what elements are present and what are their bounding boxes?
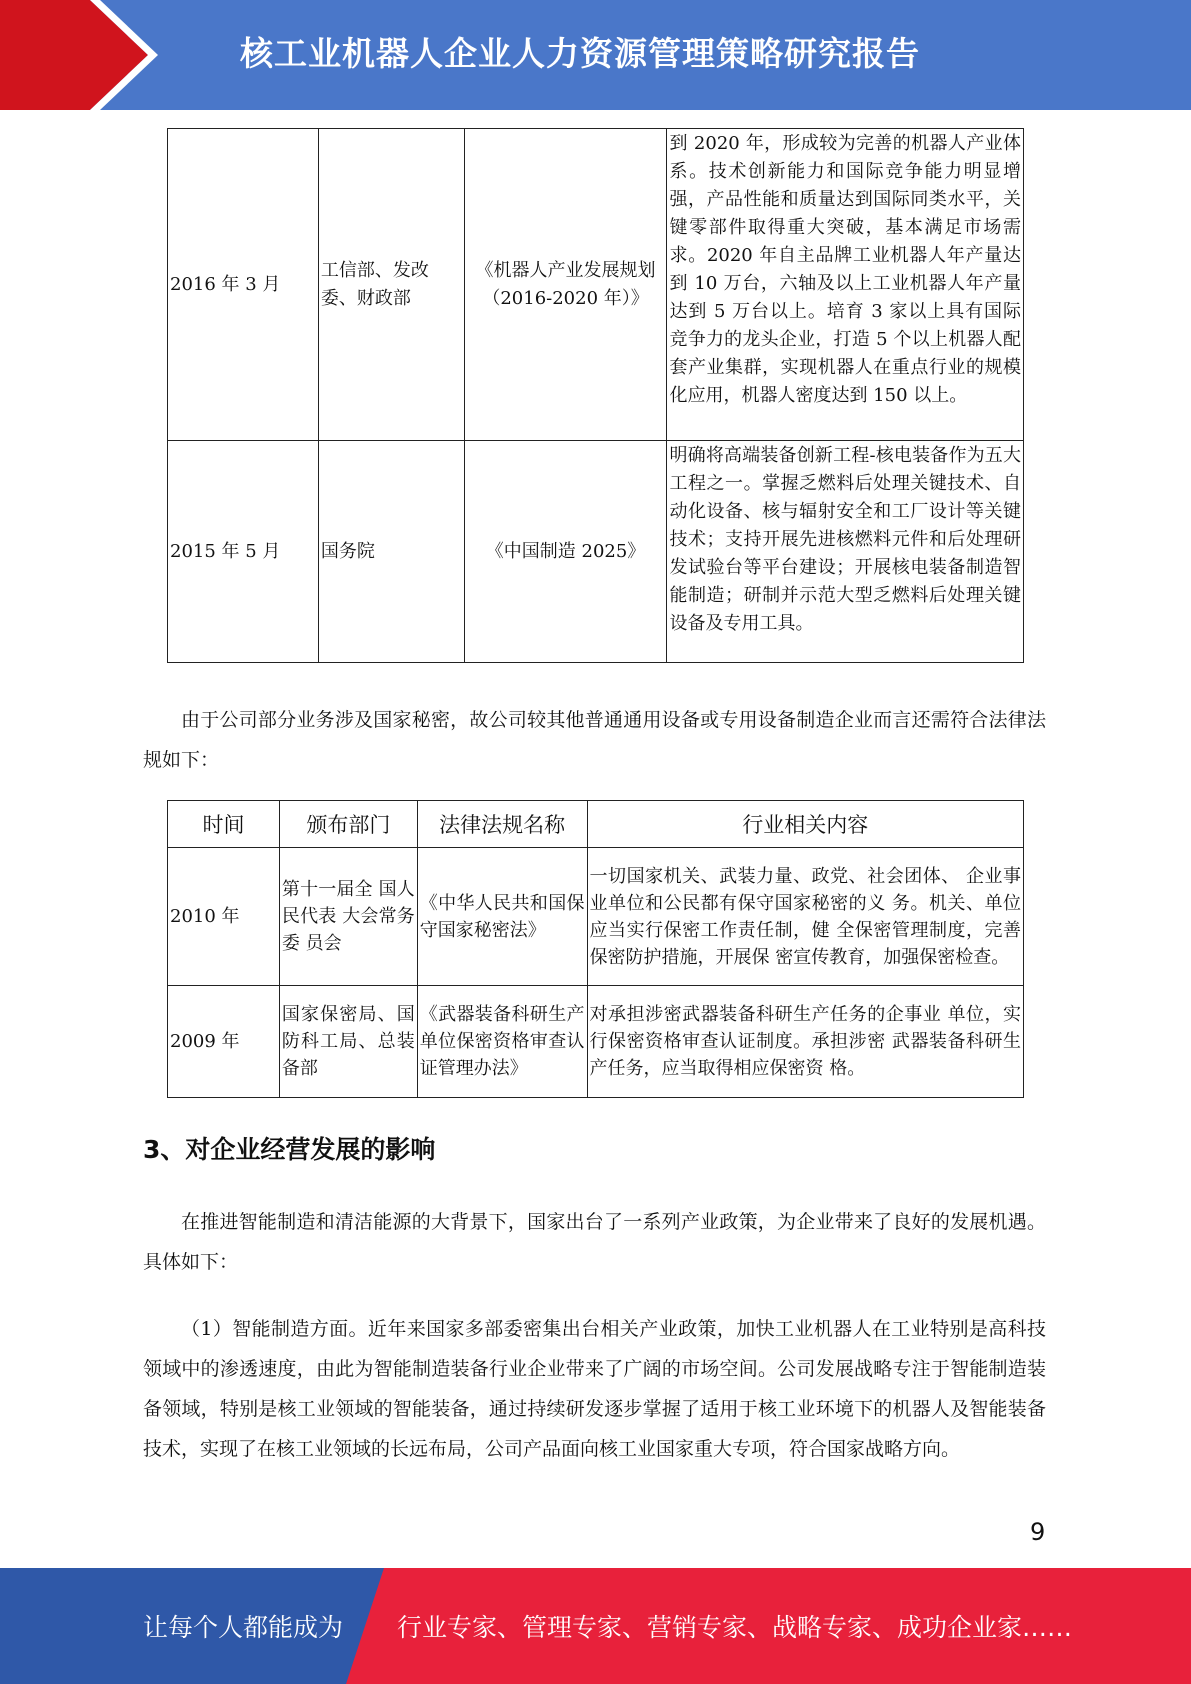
regulation-title: 《中华人民共和国保守国家秘密法》 (417, 848, 587, 986)
column-header-department: 颁布部门 (279, 801, 417, 848)
regulation-content: 对承担涉密武器装备科研生产任务的企事业 单位，实行保密资格审查认证制度。承担涉密 武器装备科研生产任务，应当取得相应保密资 格。 (587, 986, 1023, 1098)
column-header-law-name: 法律法规名称 (417, 801, 587, 848)
confidentiality-paragraph: 由于公司部分业务涉及国家秘密，故公司较其他普通通用设备或专用设备制造企业而言还需符合法律法规如下： (143, 709, 1046, 771)
body-paragraph: 在推进智能制造和清洁能源的大背景下，国家出台了一系列产业政策，为企业带来了良好的发展机遇。具体如下： (143, 1211, 1046, 1273)
policy-department: 国务院 (318, 441, 464, 663)
regulation-date: 2010 年 (168, 848, 280, 986)
table-row (168, 129, 1024, 441)
column-header-content: 行业相关内容 (587, 801, 1023, 848)
policy-content: 到 2020 年，形成较为完善的机器人产业体系。技术创新能力和国际竞争能力明显增强，产品性能和质量达到国际同类水平，关键零部件取得重大突破，基本满足市场需求。2020 年自主品牌工业机器人年产量达到 10 万台，六轴及以上工业机器人年产量达到 5 万台以上。培育 3 家以上具有国际竞争力的龙头企业，打造 5 个以上机器人配套产业集群，实现机器人在重点行业的规模化应用，机器人密度达到 150 以上。 (667, 129, 1024, 441)
section-heading: 3、对企业经营发展的影响 (143, 1135, 436, 1164)
page-footer (0, 1568, 1191, 1684)
policy-department: 工信部、发改委、财政部 (318, 129, 464, 441)
table-row (168, 986, 1024, 1098)
regulation-date: 2009 年 (168, 986, 280, 1098)
page-number: 9 (1030, 1518, 1046, 1546)
table-row (168, 848, 1024, 986)
policy-date: 2015 年 5 月 (168, 441, 319, 663)
regulation-content: 一切国家机关、武装力量、政党、社会团体、 企业事业单位和公民都有保守国家秘密的义 务。机关、单位应当实行保密工作责任制，健 全保密管理制度，完善保密防护措施，开展保 密宣传教育，加强保密检查。 (587, 848, 1023, 986)
policy-table (167, 128, 1024, 663)
policy-title: 《中国制造 2025》 (464, 441, 667, 663)
table-row (168, 441, 1024, 663)
regulation-title: 《武器装备科研生产单位保密资格审查认证管理办法》 (417, 986, 587, 1098)
page-header (0, 0, 1191, 110)
column-header-date: 时间 (168, 801, 280, 848)
footer-slogan-left: 让每个人都能成为 (143, 1613, 344, 1642)
policy-date: 2016 年 3 月 (168, 129, 319, 441)
footer-slogan-right: 行业专家、管理专家、营销专家、战略专家、成功企业家…… (397, 1613, 1073, 1642)
regulation-department: 国家保密局、国防科工局、总装备部 (279, 986, 417, 1098)
policy-title: 《机器人产业发展规划（2016-2020 年）》 (464, 129, 667, 441)
regulation-table (167, 800, 1024, 1098)
policy-content: 明确将高端装备创新工程-核电装备作为五大工程之一。掌握乏燃料后处理关键技术、自动化设备、核与辐射安全和工厂设计等关键技术；支持开展先进核燃料元件和后处理研发试验台等平台建设；开展核电装备制造智能制造；研制并示范大型乏燃料后处理关键设备及专用工具。 (667, 441, 1024, 663)
regulation-department: 第十一届全 国人民代表 大会常务委 员会 (279, 848, 417, 986)
table-header-row (168, 801, 1024, 848)
body-paragraph: （1）智能制造方面。近年来国家多部委密集出台相关产业政策，加快工业机器人在工业特别是高科技领域中的渗透速度，由此为智能制造装备行业企业带来了广阔的市场空间。公司发展战略专注于智能制造装备领域，特别是核工业领域的智能装备，通过持续研发逐步掌握了适用于核工业环境下的机器人及智能装备技术，实现了在核工业领域的长远布局，公司产品面向核工业国家重大专项，符合国家战略方向。 (143, 1318, 1046, 1460)
header-title: 核工业机器人企业人力资源管理策略研究报告 (240, 34, 920, 73)
